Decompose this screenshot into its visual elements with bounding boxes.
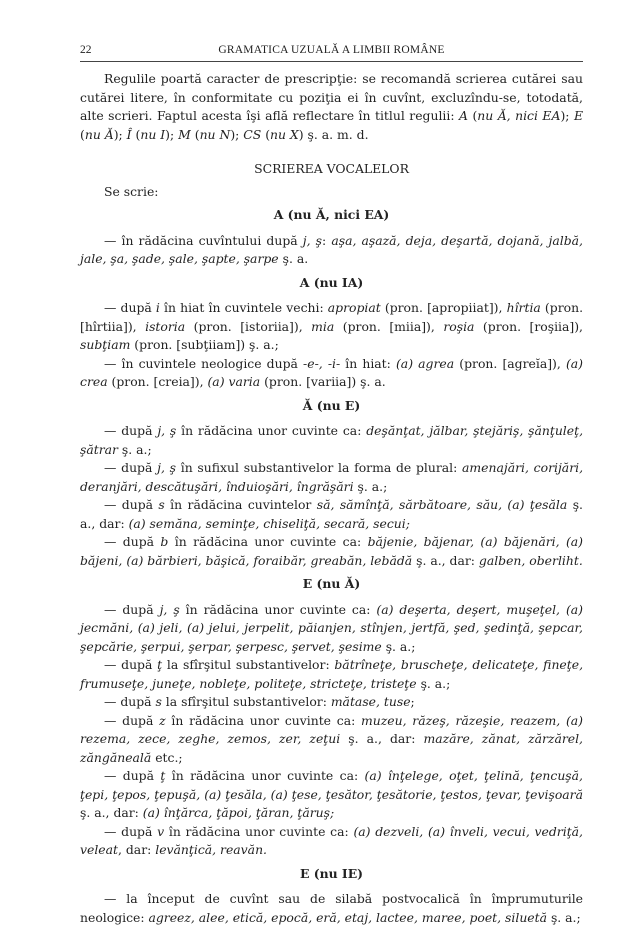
text-run: la sfîrşitul substantivelor: bbox=[162, 657, 335, 672]
paragraph bbox=[80, 767, 583, 823]
paragraph bbox=[80, 533, 583, 570]
italic-example: nu N bbox=[199, 126, 231, 142]
italic-example: -e-, -i- bbox=[303, 355, 341, 371]
text-run: ( bbox=[80, 126, 85, 142]
italic-example: aşa, aşază, deja, deşartă, dojană, jalbă, jale, şa, şade, şale, şapte, şarpe bbox=[80, 232, 583, 266]
text-run: ); bbox=[113, 126, 127, 142]
paragraph bbox=[80, 422, 583, 459]
italic-example: i bbox=[155, 300, 160, 315]
italic-example: agreez, alee, etică, epocă, eră, etaj, lactee, maree, poet, siluetă bbox=[148, 909, 547, 925]
paragraph bbox=[80, 823, 583, 860]
text-run: în sufixul substantivelor la forma de plural: bbox=[176, 460, 463, 475]
text-run: (pron. [istoriia]), bbox=[185, 318, 312, 334]
italic-example: galben, oberliht. bbox=[478, 552, 583, 568]
text-run: (pron. [agreĭa]), bbox=[454, 355, 566, 371]
text-run: ş. a., dar: bbox=[80, 805, 143, 820]
text-run: ş. a.; bbox=[381, 638, 416, 654]
text-run: (pron. [hîrtiia]), bbox=[80, 300, 584, 334]
text-run: în rădăcina unor cuvinte ca: bbox=[176, 423, 367, 438]
text-run: ş. a.; bbox=[117, 441, 152, 457]
paragraph bbox=[80, 890, 583, 927]
italic-example: j, ş bbox=[159, 601, 180, 617]
text-run: — după bbox=[104, 497, 159, 512]
italic-example: b bbox=[160, 534, 169, 549]
text-run: — după bbox=[104, 300, 156, 315]
text-run: (pron. [miia]), bbox=[334, 318, 444, 334]
text-run: (pron. [creia]), bbox=[107, 374, 208, 389]
text-run: (pron. [roşiia]), bbox=[474, 318, 583, 334]
text-run: — după bbox=[104, 823, 158, 839]
paragraph bbox=[80, 70, 583, 144]
rule-heading bbox=[80, 397, 583, 416]
italic-example: E bbox=[573, 108, 583, 123]
paragraph bbox=[80, 496, 583, 533]
page-header bbox=[80, 41, 583, 62]
italic-example: subţiam bbox=[80, 337, 131, 352]
paragraph bbox=[80, 656, 583, 693]
rule-heading bbox=[80, 274, 583, 293]
italic-example: (a) deşerta, deşert, muşeţel, (a) jecmăni, (a) jeli, (a) jelui, jerpelit, păianjen, stînjen, jertfă, şed, şedinţă, şepcar, şepcărie, şerpui, şerpar, şerpesc, şervet, şesime bbox=[80, 601, 584, 654]
italic-example: nu X bbox=[270, 126, 299, 142]
italic-example: M bbox=[178, 126, 191, 142]
text-run: ( bbox=[467, 108, 478, 123]
paragraph bbox=[80, 693, 583, 712]
text-run: ş. a. bbox=[278, 251, 309, 266]
italic-example: hîrtia bbox=[506, 300, 541, 315]
text-run: ) ş. a. m. d. bbox=[298, 126, 369, 142]
text-run: ); bbox=[165, 126, 179, 142]
italic-example: CS bbox=[243, 126, 262, 142]
text-run: E (nu Ă) bbox=[302, 576, 361, 591]
text-run: (pron. [subţiiam]) ş. a.; bbox=[130, 337, 279, 352]
text-run: Ă (nu E) bbox=[302, 397, 361, 413]
italic-example: v bbox=[157, 823, 165, 839]
text-run: ş. a.; bbox=[547, 909, 581, 925]
italic-example: mazăre, zănat, zărzărel, zăngăneală bbox=[80, 731, 583, 765]
text-run: — după bbox=[104, 423, 158, 438]
text-run: la sfîrşitul substantivelor: bbox=[161, 694, 331, 709]
italic-example: j, ş bbox=[157, 460, 176, 475]
text-run: ş. a., dar: bbox=[340, 731, 424, 746]
italic-example: s bbox=[158, 497, 165, 512]
text-run: , dar: bbox=[118, 842, 156, 857]
italic-example: (a) agrea bbox=[395, 355, 455, 371]
italic-example: deşănţat, jălbar, ştejăriş, şănţuleţ, şătrar bbox=[80, 423, 584, 457]
italic-example: (a) semăna, seminţe, chiseliţă, secară, secui; bbox=[128, 515, 410, 531]
section-title bbox=[80, 160, 583, 179]
text-run: Regulile poartă caracter de prescripţie: se recomandă scrierea cutărei sau cutărei litere, în conformitate cu poziţia ei în cuvînt, excluzîndu-se, totodată, alte scrieri. Faptul acesta îşi află reflectare în titlul regulii: bbox=[80, 71, 583, 123]
italic-example: istoria bbox=[145, 318, 186, 334]
text-run: ş. a.; bbox=[353, 478, 388, 494]
paragraph bbox=[80, 712, 583, 768]
text-run: — după bbox=[104, 657, 158, 672]
paragraph bbox=[80, 601, 583, 657]
text-run: ş. a.; bbox=[416, 675, 451, 691]
italic-example: ţ bbox=[157, 657, 163, 672]
italic-example: (a) înţărca, ţăpoi, ţăran, ţăruş; bbox=[142, 805, 335, 820]
text-run: în rădăcina unor cuvinte ca: bbox=[168, 534, 368, 549]
text-run: în hiat în cuvintele vechi: bbox=[159, 300, 328, 315]
text-run: ); bbox=[560, 108, 574, 123]
italic-example: amenajări, corijări, deranjări, descătuşări, înduioşări, îngrăşări bbox=[80, 460, 584, 494]
italic-example: băjenie, băjenar, (a) băjenări, (a) băjeni, (a) bărbieri, băşică, foraibăr, greabăn, lebădă bbox=[80, 534, 583, 568]
text-run: — după bbox=[104, 768, 161, 783]
text-run: ); bbox=[230, 126, 244, 142]
text-run: Se scrie: bbox=[104, 183, 159, 199]
text-run: SCRIEREA VOCALELOR bbox=[254, 161, 409, 176]
paragraph bbox=[80, 232, 583, 269]
text-run: — după bbox=[104, 534, 161, 549]
running-title: GRAMATICA UZUALĂ A LIMBII ROMÂNE bbox=[218, 44, 445, 56]
paragraph bbox=[80, 299, 583, 355]
italic-example: nu Ă bbox=[84, 126, 114, 142]
page-body bbox=[80, 70, 583, 927]
text-run: în rădăcina unor cuvinte ca: bbox=[179, 601, 377, 617]
italic-example: s bbox=[155, 694, 162, 709]
text-run: în rădăcina unor cuvinte ca: bbox=[165, 712, 362, 728]
italic-example: roşia bbox=[443, 318, 475, 334]
text-run: : bbox=[322, 232, 332, 248]
text-run: — la început de cuvînt sau de silabă postvocalică în împrumuturile neologice: bbox=[80, 891, 583, 925]
text-run: ( bbox=[261, 126, 271, 142]
paragraph bbox=[80, 355, 583, 392]
italic-example: j, ş bbox=[302, 232, 323, 248]
page-number: 22 bbox=[80, 44, 92, 56]
text-run: — după bbox=[104, 694, 156, 709]
italic-example: (a) dezveli, (a) înveli, vecui, vedriţă, veleat bbox=[80, 823, 584, 857]
italic-example: mia bbox=[311, 318, 335, 334]
text-run: A (nu Ă, nici EA) bbox=[273, 207, 390, 222]
italic-example: levănţică, reavăn. bbox=[155, 842, 267, 857]
rule-heading bbox=[80, 575, 583, 594]
italic-example: mătase, tuse bbox=[330, 694, 411, 709]
italic-example: (a) înţelege, oţet, ţelină, ţencuşă, ţepi, ţepos, ţepuşă, (a) ţesăla, (a) ţese, ţesător, ţesătorie, ţestos, ţevar, ţevişoară bbox=[80, 768, 583, 802]
italic-example: j, ş bbox=[157, 423, 177, 438]
text-run: în hiat: bbox=[340, 355, 396, 371]
text-run: — în cuvintele neologice după bbox=[104, 355, 304, 371]
text-run: — după bbox=[104, 601, 160, 617]
text-run: în rădăcina unor cuvinte ca: bbox=[164, 823, 354, 839]
text-run: — după bbox=[104, 712, 160, 728]
text-run: — după bbox=[104, 460, 158, 475]
text-run: în rădăcina unor cuvinte ca: bbox=[165, 768, 365, 783]
text-run: E (nu IE) bbox=[299, 865, 364, 881]
italic-example: A bbox=[459, 108, 468, 123]
intro-line bbox=[80, 183, 583, 202]
italic-example: să, sămînţă, sărbătoare, său, (a) ţesăla bbox=[316, 497, 568, 512]
text-run: ; bbox=[410, 694, 415, 709]
text-run: — în rădăcina cuvîntului după bbox=[104, 232, 303, 248]
italic-example: nu I bbox=[140, 126, 166, 142]
text-run: ( bbox=[131, 126, 141, 142]
italic-example: muzeu, răzeş, răzeşie, reazem, (a) rezema, zece, zeghe, zemos, zer, zeţui bbox=[80, 712, 583, 746]
text-run: ş. a., dar: bbox=[80, 497, 583, 531]
italic-example: (a) varia bbox=[207, 374, 261, 389]
italic-example: ţ bbox=[160, 768, 166, 783]
italic-example: apropiat bbox=[327, 300, 381, 315]
text-run: A (nu IA) bbox=[299, 274, 364, 290]
text-run: ( bbox=[190, 126, 200, 142]
text-run: (pron. [variia]) ş. a. bbox=[260, 374, 386, 389]
italic-example: z bbox=[159, 712, 166, 728]
rule-heading bbox=[80, 206, 583, 225]
italic-example: bătrîneţe, bruscheţe, delicateţe, fineţe, frumuseţe, juneţe, nobleţe, politeţe, stricteţe, tristeţe bbox=[80, 657, 584, 691]
text-run: ş. a., dar: bbox=[412, 552, 479, 568]
text-run: în rădăcina cuvintelor bbox=[164, 497, 317, 512]
paragraph bbox=[80, 459, 583, 496]
rule-heading bbox=[80, 865, 583, 884]
italic-example: (a) crea bbox=[80, 355, 584, 389]
text-run: etc.; bbox=[151, 749, 183, 765]
italic-example: nu Ă, nici EA bbox=[477, 108, 561, 123]
text-run: (pron. [apropiiat]), bbox=[380, 300, 507, 315]
italic-example: Î bbox=[126, 126, 132, 142]
